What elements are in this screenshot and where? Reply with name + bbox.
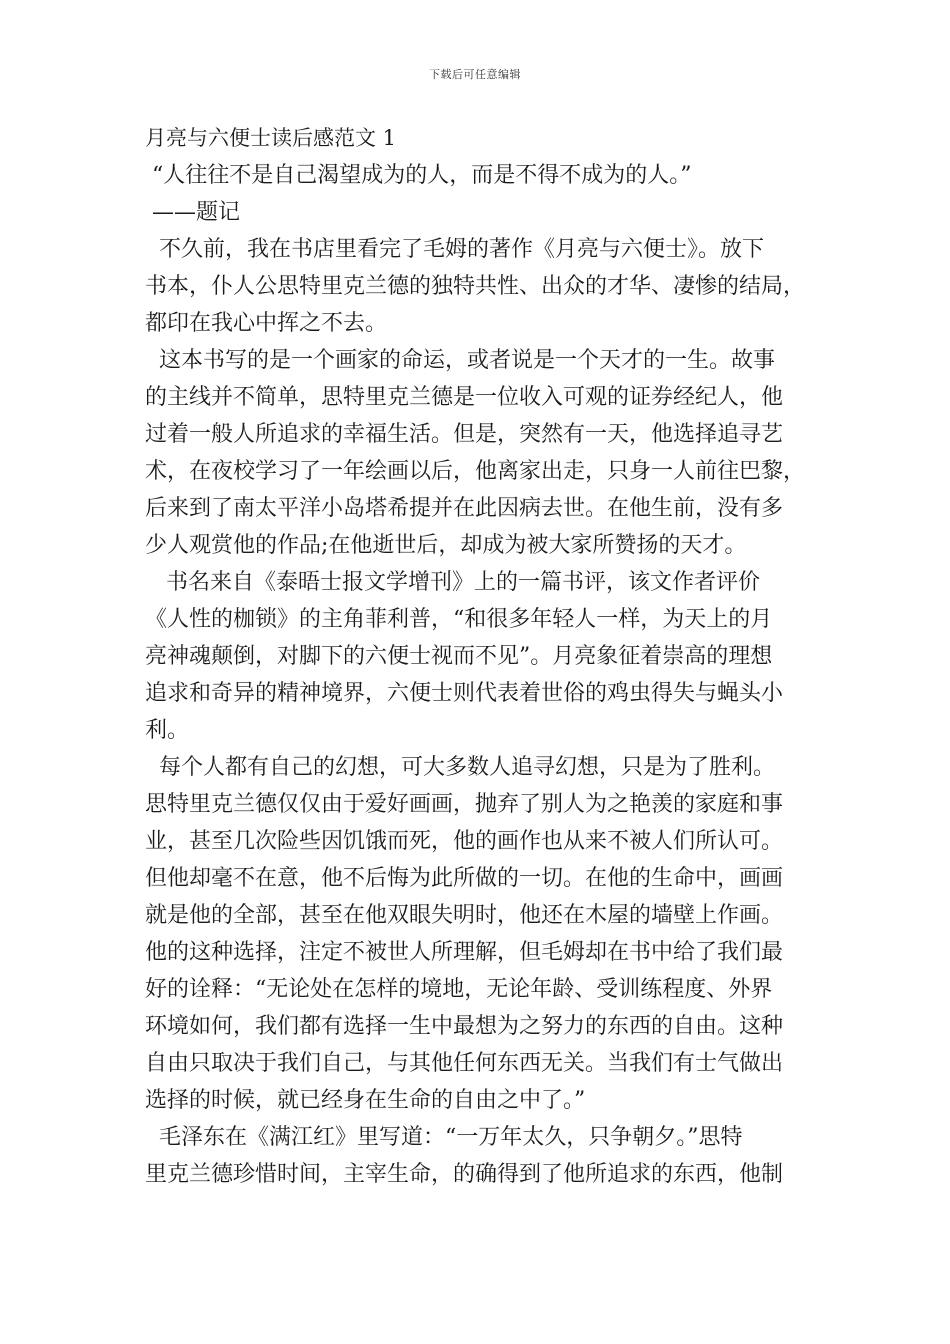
- text-line: 《人性的枷锁》的主角菲利普，“和很多年轻人一样，为天上的月: [145, 607, 773, 632]
- text-line: 但他却毫不在意，他不后悔为此所做的一切。在他的生命中，画画: [145, 866, 784, 891]
- text-line: 他的这种选择，注定不被世人所理解，但毛姆却在书中给了我们最: [145, 940, 784, 965]
- text-line: 术，在夜校学习了一年绘画以后，他离家出走，只身一人前往巴黎，: [145, 459, 806, 484]
- text-line: 书名来自《泰晤士报文学增刊》上的一篇书评，该文作者评价: [145, 570, 760, 595]
- text-line: 后来到了南太平洋小岛塔希提并在此因病去世。在他生前，没有多: [145, 496, 784, 521]
- text-line: 好的诠释：“无论处在怎样的境地，无论年龄、受训练程度、外界: [145, 977, 773, 1002]
- page-header: 下载后可任意编辑: [429, 68, 521, 81]
- text-line: 少人观赏他的作品;在他逝世后，却成为被大家所赞扬的天才。: [145, 533, 747, 558]
- text-line: 不久前，我在书店里看完了毛姆的著作《月亮与六便士》。放下: [145, 237, 764, 262]
- text-line: “人往往不是自己渴望成为的人，而是不得不成为的人。”: [145, 163, 692, 188]
- text-line: 选择的时候，就已经身在生命的自由之中了。”: [145, 1088, 586, 1113]
- text-line: 书本，仆人公思特里克兰德的独特共性、出众的才华、凄惨的结局，: [145, 274, 806, 299]
- document-title: 月亮与六便士读后感范文 1: [145, 126, 397, 150]
- text-line: 每个人都有自己的幻想，可大多数人追寻幻想，只是为了胜利。: [145, 755, 775, 780]
- text-line: 这本书写的是一个画家的命运，或者说是一个天才的一生。故事: [145, 348, 775, 373]
- text-line: 环境如何，我们都有选择一生中最想为之努力的东西的自由。这种: [145, 1014, 784, 1039]
- text-line: 思特里克兰德仅仅由于爱好画画，抛弃了别人为之艳羡的家庭和事: [145, 792, 784, 817]
- text-line: 里克兰德珍惜时间，主宰生命，的确得到了他所追求的东西，他制: [145, 1162, 784, 1187]
- text-line: 就是他的全部，甚至在他双眼失明时，他还在木屋的墙壁上作画。: [145, 903, 784, 928]
- document-body: [145, 120, 805, 1193]
- text-line: 业，甚至几次险些因饥饿而死，他的画作也从来不被人们所认可。: [145, 829, 784, 854]
- text-line: 都印在我心中挥之不去。: [145, 311, 388, 336]
- text-line: 自由只取决于我们自己，与其他任何东西无关。当我们有士气做出: [145, 1051, 784, 1076]
- text-line: 过着一般人所追求的幸福生活。但是，突然有一天，他选择追寻艺: [145, 422, 784, 447]
- text-line: ——题记: [145, 200, 240, 225]
- text-line: 亮神魂颠倒，对脚下的六便士视而不见”。月亮象征着崇高的理想: [145, 644, 773, 669]
- text-line: 利。: [145, 718, 190, 743]
- text-line: 追求和奇异的精神境界，六便士则代表着世俗的鸡虫得失与蝇头小: [145, 681, 784, 706]
- text-line: 的主线并不简单，思特里克兰德是一位收入可观的证券经纪人，他: [145, 385, 784, 410]
- text-line: 毛泽东在《满江红》里写道：“一万年太久，只争朝夕。”思特: [145, 1125, 743, 1150]
